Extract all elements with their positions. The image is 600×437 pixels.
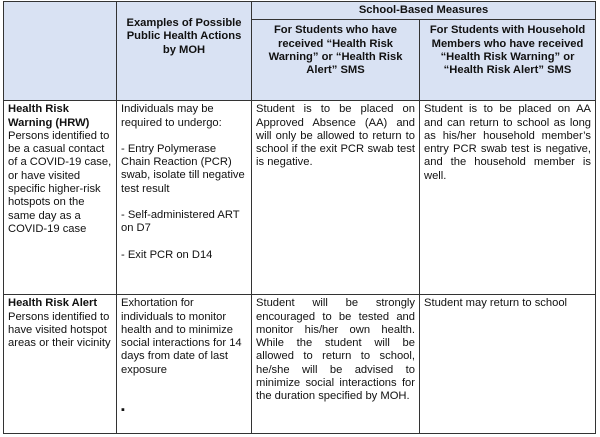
- table-group-header-row: [4, 2, 596, 20]
- header-examples: Examples of Possible Public Health Actions by MOH: [117, 2, 252, 101]
- public-health-actions-cell: [117, 295, 252, 434]
- actions-item: - Entry Polymerase Chain Reaction (PCR) swab, isolate till negative test result: [121, 142, 245, 195]
- header-household: For Students with Household Members who have received “Health Risk Warning” or “Health Risk Alert” SMS: [420, 20, 596, 101]
- actions-item: - Exit PCR on D14: [121, 248, 213, 261]
- row-title: Health Risk Warning (HRW): [8, 103, 90, 129]
- table-row: [4, 295, 596, 434]
- row-heading-cell: [4, 101, 117, 295]
- school-measures-table: [3, 1, 596, 434]
- row-description: Persons identified to be a casual contact of a COVID-19 case, or have visited specific higher-risk hotspots on the same day as a COVID-19 case: [8, 129, 112, 235]
- stray-mark: ▪: [121, 404, 125, 417]
- students-measure-cell: Student will be strongly encouraged to be tested and monitor his/her own health. While the student will be allowed to return to school, he/she will be advised to minimize social interactions for the duration specified by MOH.: [252, 295, 420, 434]
- actions-intro: Exhortation for individuals to monitor health and to minimize social interactions for 14 days from date of last exposure: [121, 297, 242, 376]
- header-blank-cell: [4, 2, 117, 101]
- household-measure-cell: Student may return to school: [420, 295, 596, 434]
- header-school-based-measures: School-Based Measures: [252, 2, 596, 20]
- row-description: Persons identified to have visited hotspot areas or their vicinity: [8, 310, 111, 350]
- students-measure-cell: Student is to be placed on Approved Absence (AA) and will only be allowed to return to school if the exit PCR swab test is negative.: [252, 101, 420, 295]
- public-health-actions-cell: [117, 101, 252, 295]
- actions-intro: Individuals may be required to undergo:: [121, 103, 222, 129]
- table-row: [4, 101, 596, 295]
- header-students: For Students who have received “Health Risk Warning” or “Health Risk Alert” SMS: [252, 20, 420, 101]
- row-title: Health Risk Alert: [8, 297, 98, 310]
- actions-item: - Self-administered ART on D7: [121, 209, 240, 235]
- household-measure-cell: Student is to be placed on AA and can return to school as long as his/her household member’s entry PCR swab test is negative, and the household member is well.: [420, 101, 596, 295]
- row-heading-cell: [4, 295, 117, 434]
